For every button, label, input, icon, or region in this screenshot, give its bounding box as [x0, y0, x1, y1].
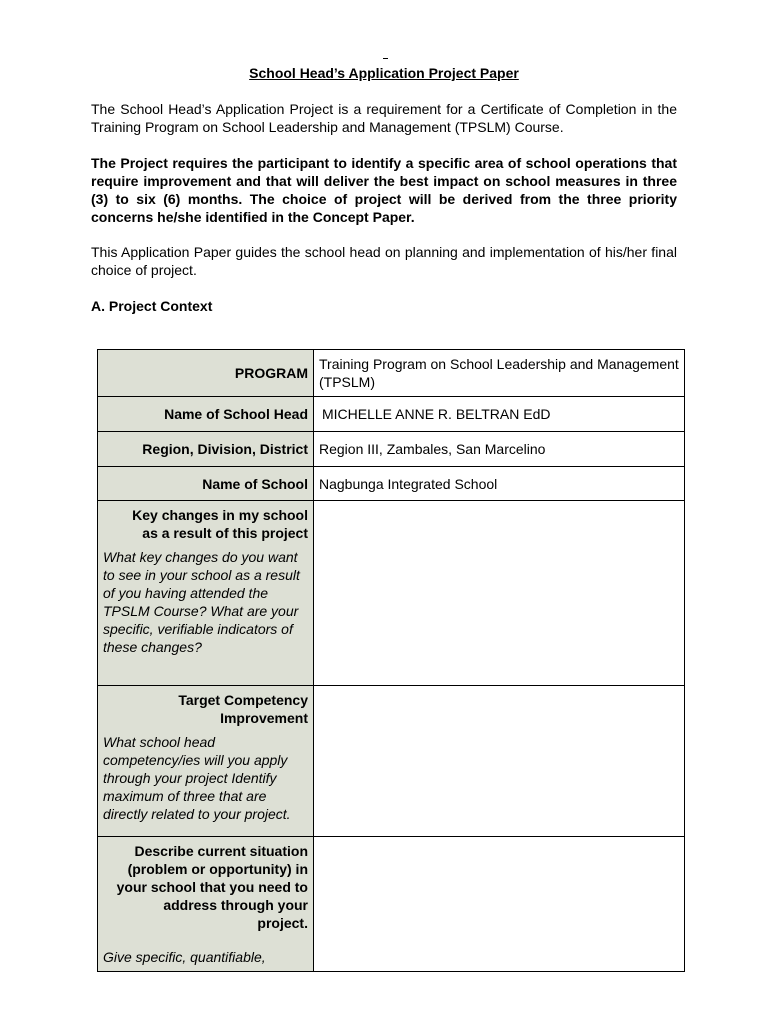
school-name-value: Nagbunga Integrated School	[319, 475, 498, 492]
region-label-cell	[98, 432, 314, 467]
key-changes-label: Key changes in my school as a result of this project	[132, 507, 308, 541]
requirement-paragraph: The Project requires the participant to identify a specific area of school operations that require improvement and that will deliver the best impact on school measures in three (3) to six (6) months. The choice of project will be derived from the three priority concerns he/she identified in the Concept Paper.	[91, 155, 677, 225]
table-row-key-changes	[98, 501, 685, 686]
school-name-label: Name of School	[202, 475, 308, 492]
project-context-table	[97, 349, 685, 972]
program-label-cell	[98, 350, 314, 397]
competency-label-cell	[98, 686, 314, 837]
key-changes-value-cell[interactable]	[314, 501, 685, 686]
program-value: Training Program on School Leadership and Management (TPSLM)	[319, 356, 679, 390]
region-label: Region, Division, District	[142, 441, 308, 457]
header-mark	[383, 58, 388, 59]
situation-label-cell	[98, 837, 314, 972]
school-head-label: Name of School Head	[164, 406, 308, 422]
table-row-school-name	[98, 467, 685, 501]
region-value-cell[interactable]	[314, 432, 685, 467]
competency-value-cell[interactable]	[314, 686, 685, 837]
program-label: PROGRAM	[234, 365, 308, 381]
intro-paragraph: The School Head’s Application Project is a requirement for a Certificate of Completion in the Training Program on School Leadership and Management (TPSLM) Course.	[91, 101, 677, 135]
competency-hint: What school head competency/ies will you apply through your project Identify maximum of three that are directly related to your project.	[103, 734, 291, 822]
program-value-cell[interactable]	[314, 350, 685, 397]
table-row-program	[98, 350, 685, 397]
table-row-competency	[98, 686, 685, 837]
situation-hint: Give specific, quantifiable,	[103, 949, 266, 965]
section-heading-project-context: A. Project Context	[91, 298, 213, 314]
situation-label: Describe current situation (problem or opportunity) in your school that you need to address through your project.	[116, 843, 308, 931]
school-head-value-cell[interactable]	[314, 397, 685, 432]
school-head-value: MICHELLE ANNE R. BELTRAN EdD	[322, 406, 551, 422]
school-name-value-cell[interactable]	[314, 467, 685, 501]
key-changes-hint: What key changes do you want to see in your school as a result of you having attended the TPSLM Course? What are your specific, verifiable indicators of these changes?	[103, 549, 300, 655]
table-row-school-head	[98, 397, 685, 432]
school-head-label-cell	[98, 397, 314, 432]
guide-paragraph: This Application Paper guides the school head on planning and implementation of his/her final choice of project.	[91, 244, 677, 278]
school-name-label-cell	[98, 467, 314, 501]
key-changes-label-cell	[98, 501, 314, 686]
competency-label: Target Competency Improvement	[178, 692, 308, 726]
page-title: School Head’s Application Project Paper	[249, 65, 519, 81]
situation-value-cell[interactable]	[314, 837, 685, 972]
region-value: Region III, Zambales, San Marcelino	[319, 441, 546, 457]
table-row-current-situation	[98, 837, 685, 972]
table-row-region	[98, 432, 685, 467]
